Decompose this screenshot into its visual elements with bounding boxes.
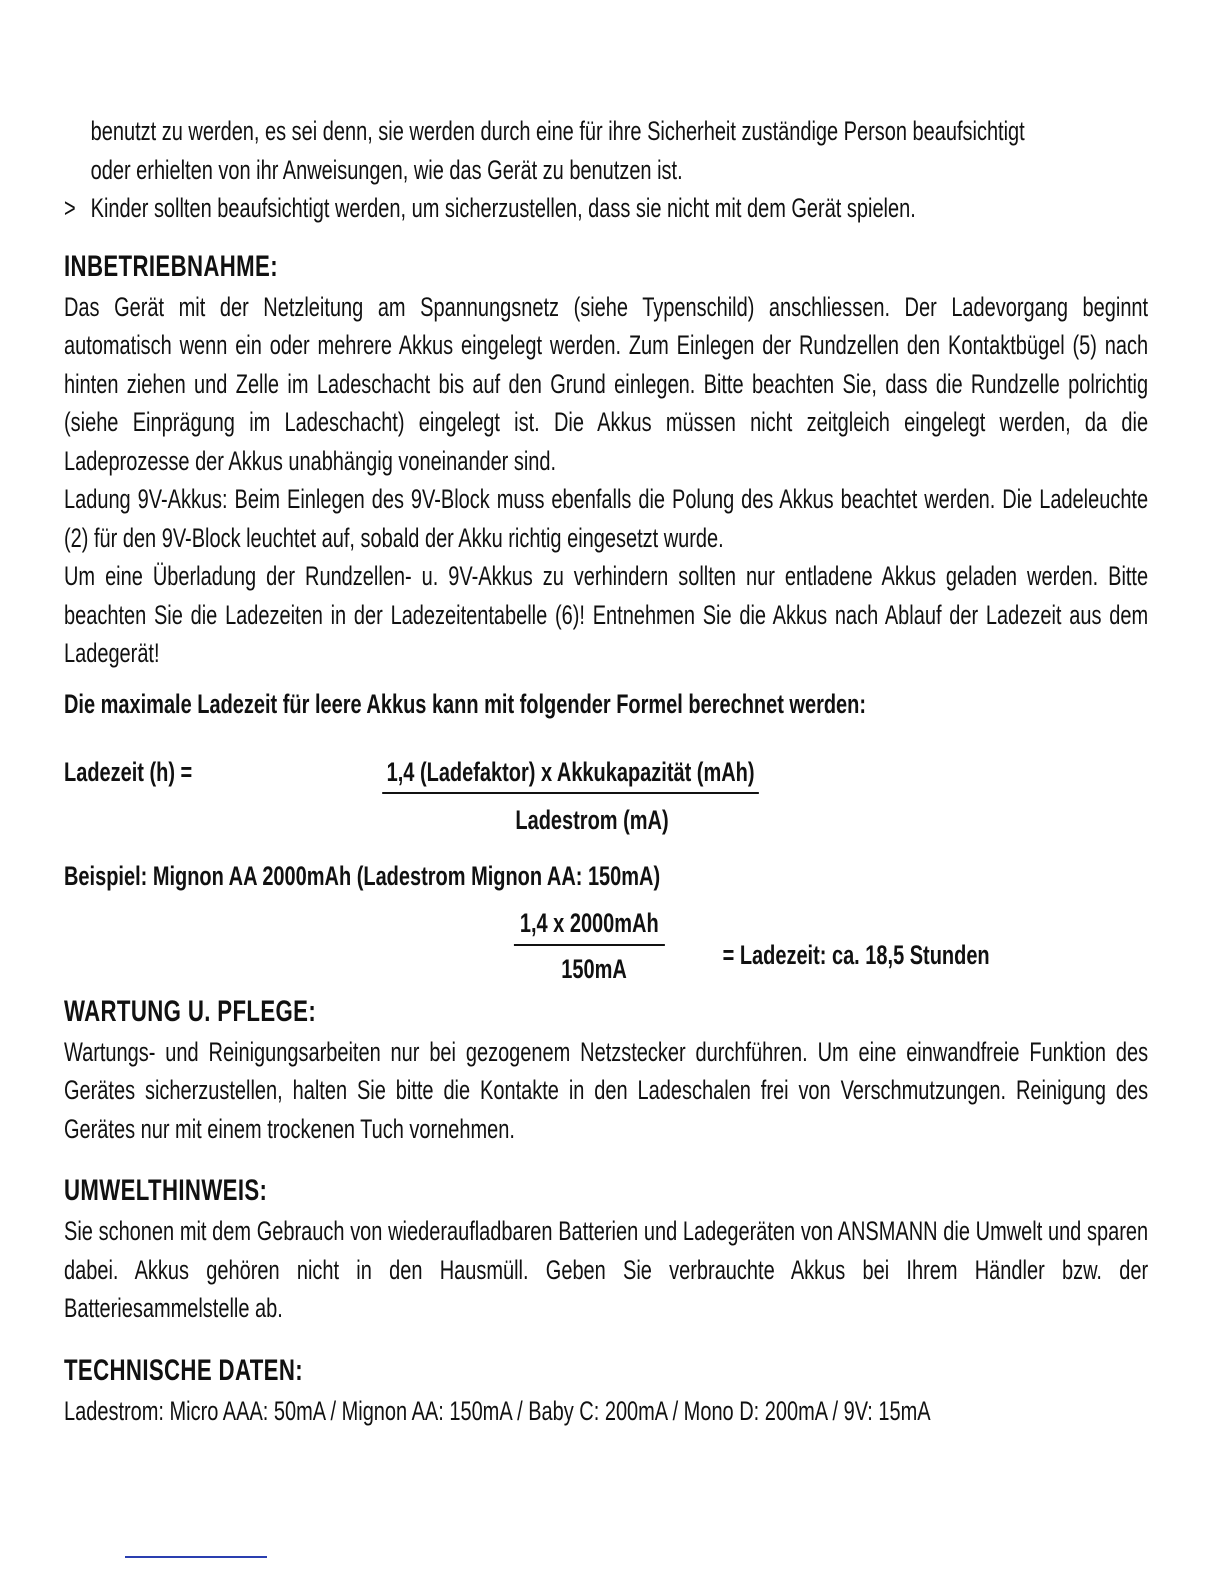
footer-rule xyxy=(125,1556,267,1558)
formula-numerator: 1,4 (Ladefaktor) x Akkukapazität (mAh) xyxy=(382,753,759,794)
umwelt-text: Sie schonen mit dem Gebrauch von wiederaufladbaren Batterien und Ladegeräten von ANSMANN die Umwelt und sparen dabei. Akkus gehören nicht in den Hausmüll. Geben Sie verbrauchte Akkus bei Ihrem Händler bzw. der Batteriesammelstelle ab. xyxy=(64,1216,1149,1323)
example-denominator: 150mA xyxy=(561,953,627,984)
document-body xyxy=(64,112,1148,1430)
technik-text: Ladestrom: Micro AAA: 50mA / Mignon AA: 150mA / Baby C: 200mA / Mono D: 200mA / 9V: 15mA xyxy=(64,1395,931,1426)
inbetriebnahme-para-3: Um eine Überladung der Rundzellen- u. 9V-Akkus zu verhindern sollten nur entladene Akkus geladen werden. Bitte beachten Sie die Ladezeiten in der Ladezeitentabelle (6)! Entnehmen Sie die Akkus nach Ablauf der Ladezeit aus dem Ladegerät! xyxy=(64,561,1149,668)
example-heading: Beispiel: Mignon AA 2000mAh (Ladestrom Mignon AA: 150mA) xyxy=(64,861,661,891)
example-result: = Ladezeit: ca. 18,5 Stunden xyxy=(722,939,990,970)
wartung-text: Wartungs- und Reinigungsarbeiten nur bei gezogenem Netzstecker durchführen. Um eine einwandfreie Funktion des Gerätes sicherzustellen, halten Sie bitte die Kontakte in den Ladeschalen frei von Verschmutzungen. Reinigung des Gerätes nur mit einem trockenen Tuch vornehmen. xyxy=(64,1036,1149,1144)
example-block xyxy=(64,896,1148,991)
bullet-marker: > xyxy=(64,193,76,223)
inbetriebnahme-para-1: Das Gerät mit der Netzleitung am Spannungsnetz (siehe Typenschild) anschliessen. Der Ladevorgang beginnt automatisch wenn ein oder mehrere Akkus eingelegt werden. Zum Einlegen der Rundzellen den Kontaktbügel (5) nach hinten ziehen und Zelle im Ladeschacht bis auf den Grund einlegen. Bitte beachten Sie, dass die Rundzelle polrichtig (siehe Einprägung im Ladeschacht) eingelegt ist. Die Akkus müssen nicht zeitgleich eingelegt werden, da die Ladeprozesse der Akkus unabhängig voneinander sind. xyxy=(64,291,1149,476)
heading-umwelt: UMWELTHINWEIS: xyxy=(64,1174,268,1207)
intro-line-2: oder erhielten von ihr Anweisungen, wie das Gerät zu benutzen ist. xyxy=(90,154,683,185)
formula-block xyxy=(64,723,1148,843)
heading-inbetriebnahme: INBETRIEBNAHME: xyxy=(64,249,278,283)
bullet-text: Kinder sollten beaufsichtigt werden, um sicherzustellen, dass sie nicht mit dem Gerät spielen. xyxy=(90,193,916,223)
intro-bullet xyxy=(64,189,1148,228)
formula-intro: Die maximale Ladezeit für leere Akkus kann mit folgender Formel berechnet werden: xyxy=(64,688,867,719)
inbetriebnahme-para-2: Ladung 9V-Akkus: Beim Einlegen des 9V-Block muss ebenfalls die Polung des Akkus beachtet werden. Die Ladeleuchte (2) für den 9V-Block leuchtet auf, sobald der Akku richtig eingesetzt wurde. xyxy=(64,484,1149,553)
formula-denominator: Ladestrom (mA) xyxy=(515,805,669,835)
formula-lhs: Ladezeit (h) = xyxy=(64,757,193,787)
document-page xyxy=(64,112,1148,1430)
heading-wartung: WARTUNG U. PFLEGE: xyxy=(64,994,317,1028)
intro-line-1: benutzt zu werden, es sei denn, sie werden durch eine für ihre Sicherheit zuständige Person beaufsichtigt xyxy=(90,116,1025,146)
heading-technik: TECHNISCHE DATEN: xyxy=(64,1353,303,1387)
example-numerator: 1,4 x 2000mAh xyxy=(514,904,665,947)
